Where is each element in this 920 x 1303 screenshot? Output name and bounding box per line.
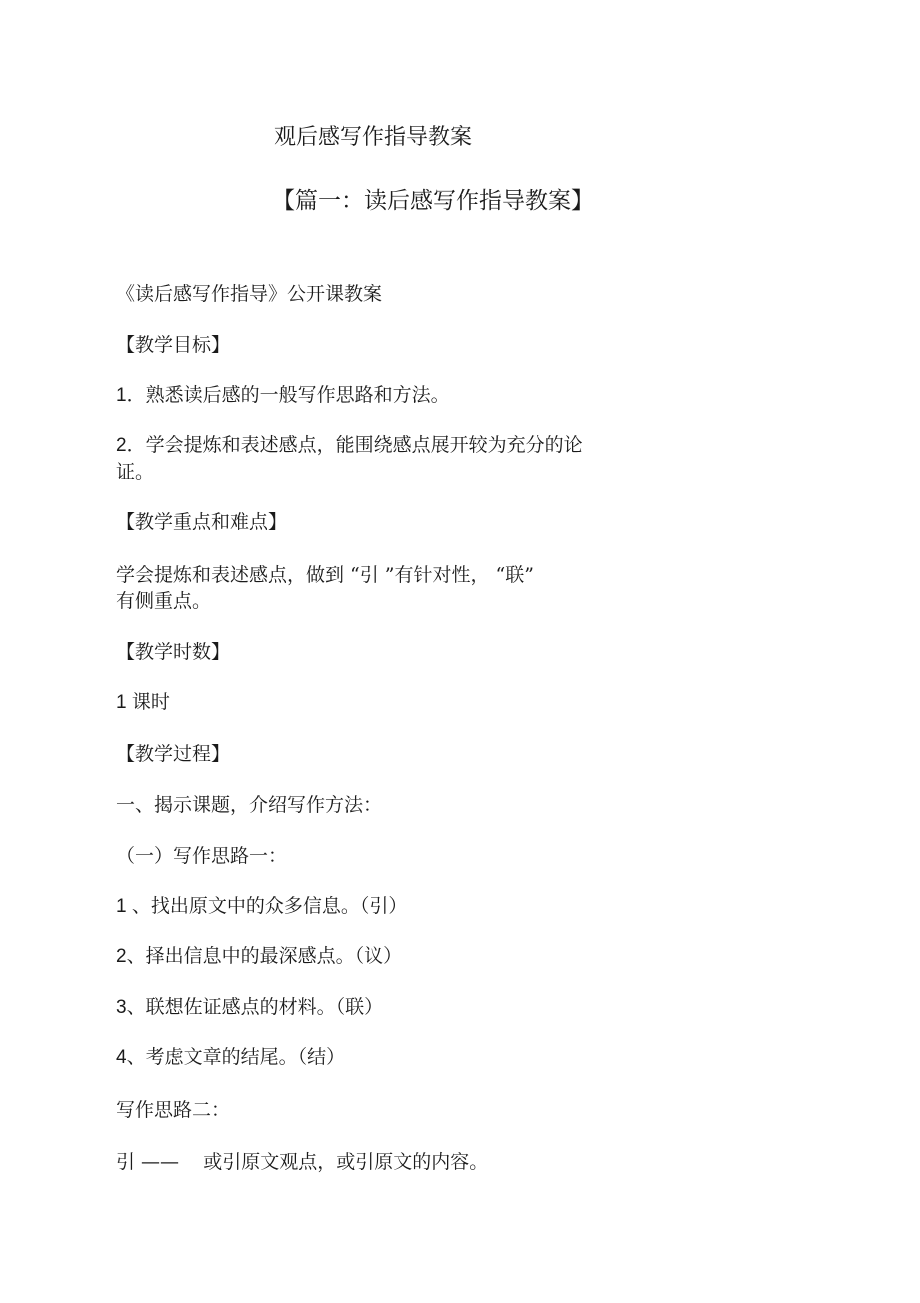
approach-2-quote: 引 —— 或引原文观点，或引原文的内容。 [116,1151,489,1173]
goal-item-2-continued: 证。 [116,461,155,483]
approach-item-1: 1 、找出原文中的众多信息。（引） [116,896,408,917]
key-points-text-continued: 有侧重点。 [116,590,212,612]
section-heading-hours: 【教学时数】 [116,641,231,663]
approach-item-4: 4、考虑文章的结尾。（结） [116,1047,346,1068]
document-subtitle: 【篇一：读后感写作指导教案】 [272,188,594,214]
section-heading-process: 【教学过程】 [116,743,231,765]
document-title: 观后感写作指导教案 [274,125,473,150]
section-heading-goals: 【教学目标】 [116,334,231,356]
hours-value: 1 课时 [116,692,170,713]
goal-item-2: 2．学会提炼和表述感点，能围绕感点展开较为充分的论 [116,435,583,456]
key-points-text: 学会提炼和表述感点，做到 “引 ”有针对性， “联” [116,564,534,586]
section-heading-key-points: 【教学重点和难点】 [116,511,288,533]
writing-approach-2: 写作思路二： [116,1099,231,1121]
process-step-1: 一、揭示课题，介绍写作方法： [116,794,383,816]
course-plan-heading: 《读后感写作指导》公开课教案 [116,283,383,305]
writing-approach-1: （一）写作思路一： [116,845,288,867]
approach-item-2: 2、择出信息中的最深感点。（议） [116,946,403,967]
approach-item-3: 3、联想佐证感点的材料。（联） [116,997,384,1018]
goal-item-1: 1．熟悉读后感的一般写作思路和方法。 [116,385,450,406]
